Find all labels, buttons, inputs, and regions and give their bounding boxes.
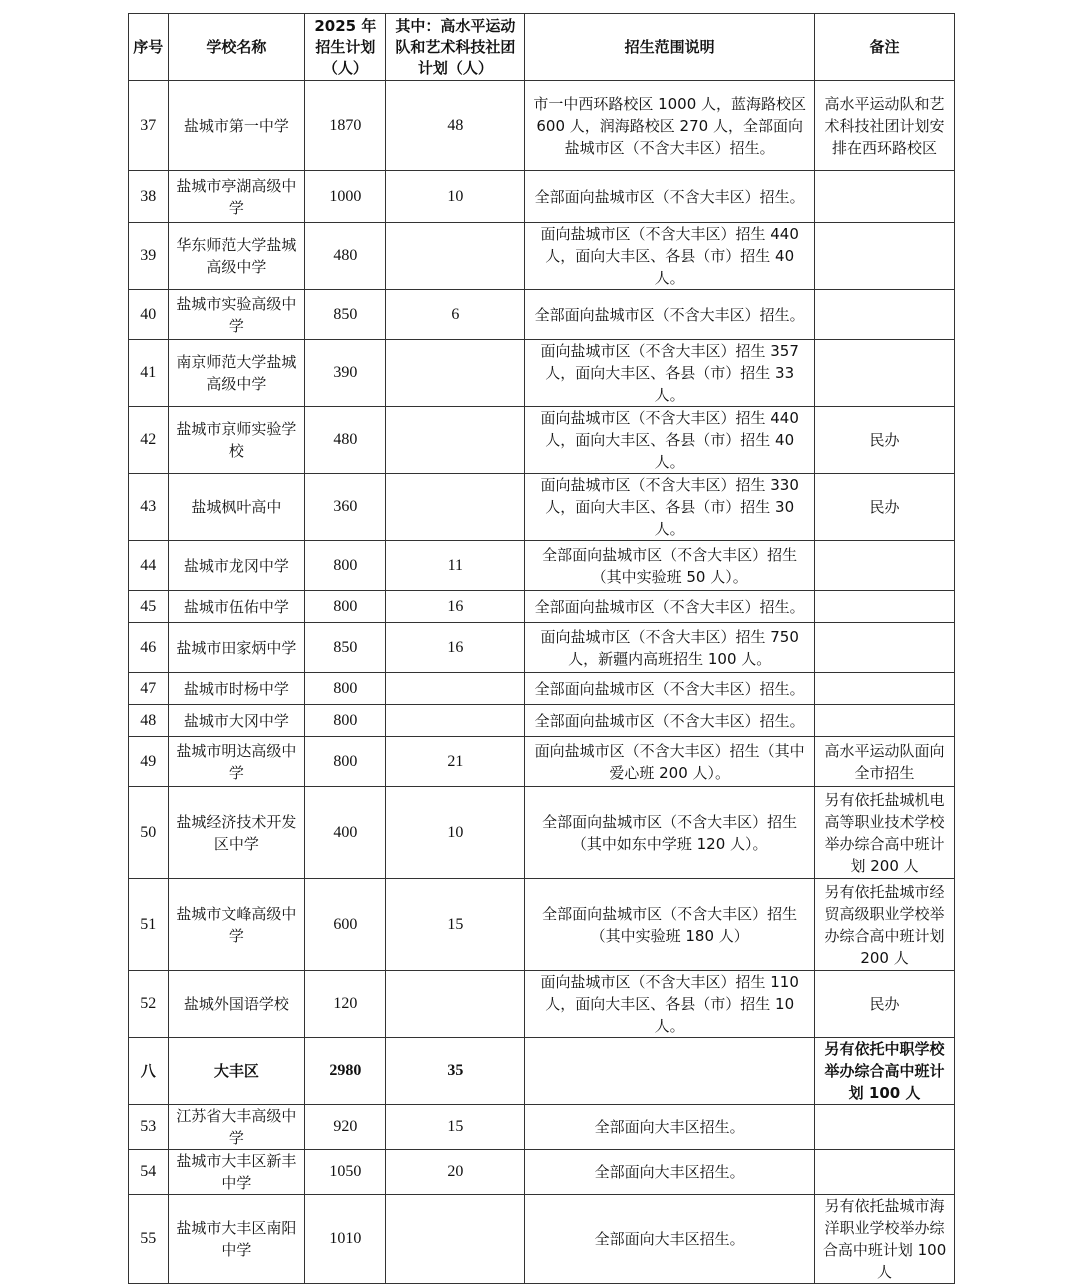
district-subtotal-row (129, 1038, 955, 1105)
cell-remarks (815, 591, 955, 623)
cell-sports-arts-plan: 16 (386, 623, 525, 673)
cell-enrollment-scope: 全部面向盐城市区（不含大丰区）招生。 (525, 290, 815, 340)
cell-enrollment-scope: 市一中西环路校区 1000 人，蓝海路校区 600 人，润海路校区 270 人，全部面向盐城市区（不含大丰区）招生。 (525, 81, 815, 171)
cell-remarks: 另有依托中职学校举办综合高中班计划 100 人 (815, 1038, 955, 1105)
cell-enrollment-plan: 1050 (305, 1150, 386, 1195)
cell-enrollment-scope: 全部面向盐城市区（不含大丰区）招生（其中实验班 180 人） (525, 879, 815, 971)
cell-seq: 53 (129, 1105, 169, 1150)
cell-enrollment-plan: 480 (305, 407, 386, 474)
cell-school-name: 盐城枫叶高中 (168, 474, 305, 541)
cell-enrollment-scope: 面向盐城市区（不含大丰区）招生 440 人，面向大丰区、各县（市）招生 40 人。 (525, 223, 815, 290)
table-row (129, 407, 955, 474)
cell-seq: 41 (129, 340, 169, 407)
cell-school-name: 江苏省大丰高级中学 (168, 1105, 305, 1150)
cell-enrollment-plan: 390 (305, 340, 386, 407)
table-row (129, 223, 955, 290)
cell-school-name: 盐城市大冈中学 (168, 705, 305, 737)
table-row (129, 737, 955, 787)
cell-seq: 51 (129, 879, 169, 971)
cell-enrollment-scope (525, 1038, 815, 1105)
cell-remarks: 另有依托盐城机电高等职业技术学校举办综合高中班计划 200 人 (815, 787, 955, 879)
cell-enrollment-scope: 面向盐城市区（不含大丰区）招生（其中爱心班 200 人）。 (525, 737, 815, 787)
cell-sports-arts-plan: 20 (386, 1150, 525, 1195)
cell-seq: 49 (129, 737, 169, 787)
cell-seq: 42 (129, 407, 169, 474)
cell-enrollment-scope: 面向盐城市区（不含大丰区）招生 110 人，面向大丰区、各县（市）招生 10 人。 (525, 971, 815, 1038)
header-sports-arts-plan: 其中：高水平运动队和艺术科技社团计划（人） (386, 14, 525, 81)
cell-sports-arts-plan (386, 705, 525, 737)
cell-enrollment-plan: 1870 (305, 81, 386, 171)
cell-enrollment-plan: 2980 (305, 1038, 386, 1105)
cell-seq: 54 (129, 1150, 169, 1195)
cell-school-name: 盐城市明达高级中学 (168, 737, 305, 787)
cell-enrollment-scope: 全部面向大丰区招生。 (525, 1195, 815, 1284)
cell-enrollment-scope: 全部面向盐城市区（不含大丰区）招生。 (525, 673, 815, 705)
cell-school-name: 盐城市文峰高级中学 (168, 879, 305, 971)
cell-sports-arts-plan (386, 474, 525, 541)
cell-remarks (815, 223, 955, 290)
cell-seq: 50 (129, 787, 169, 879)
cell-school-name: 盐城市大丰区南阳中学 (168, 1195, 305, 1284)
table-row (129, 1105, 955, 1150)
table-row (129, 81, 955, 171)
cell-enrollment-scope: 全部面向盐城市区（不含大丰区）招生。 (525, 171, 815, 223)
cell-seq: 45 (129, 591, 169, 623)
cell-seq: 40 (129, 290, 169, 340)
cell-enrollment-scope: 全部面向大丰区招生。 (525, 1105, 815, 1150)
cell-school-name: 盐城市田家炳中学 (168, 623, 305, 673)
cell-enrollment-scope: 全部面向盐城市区（不含大丰区）招生（其中实验班 50 人）。 (525, 541, 815, 591)
cell-seq: 55 (129, 1195, 169, 1284)
cell-school-name: 盐城市实验高级中学 (168, 290, 305, 340)
cell-remarks: 高水平运动队面向全市招生 (815, 737, 955, 787)
cell-enrollment-plan: 360 (305, 474, 386, 541)
cell-enrollment-scope: 全部面向大丰区招生。 (525, 1150, 815, 1195)
cell-school-name: 盐城市伍佑中学 (168, 591, 305, 623)
cell-seq: 43 (129, 474, 169, 541)
cell-sports-arts-plan: 15 (386, 879, 525, 971)
table-row (129, 623, 955, 673)
cell-enrollment-plan: 1000 (305, 171, 386, 223)
cell-enrollment-plan: 800 (305, 705, 386, 737)
cell-seq: 38 (129, 171, 169, 223)
cell-remarks: 高水平运动队和艺术科技社团计划安排在西环路校区 (815, 81, 955, 171)
table-row (129, 290, 955, 340)
cell-school-name: 盐城市龙冈中学 (168, 541, 305, 591)
cell-seq: 37 (129, 81, 169, 171)
cell-enrollment-plan: 480 (305, 223, 386, 290)
cell-remarks (815, 171, 955, 223)
cell-seq: 八 (129, 1038, 169, 1105)
cell-remarks (815, 673, 955, 705)
cell-sports-arts-plan (386, 673, 525, 705)
cell-remarks: 民办 (815, 971, 955, 1038)
cell-school-name: 华东师范大学盐城高级中学 (168, 223, 305, 290)
cell-school-name: 盐城市亭湖高级中学 (168, 171, 305, 223)
enrollment-plan-table (128, 13, 955, 1284)
table-row (129, 787, 955, 879)
cell-sports-arts-plan (386, 223, 525, 290)
cell-remarks: 民办 (815, 407, 955, 474)
cell-seq: 44 (129, 541, 169, 591)
cell-seq: 52 (129, 971, 169, 1038)
cell-enrollment-plan: 920 (305, 1105, 386, 1150)
cell-school-name: 南京师范大学盐城高级中学 (168, 340, 305, 407)
cell-sports-arts-plan: 21 (386, 737, 525, 787)
cell-sports-arts-plan: 48 (386, 81, 525, 171)
cell-enrollment-scope: 全部面向盐城市区（不含大丰区）招生（其中如东中学班 120 人）。 (525, 787, 815, 879)
cell-remarks (815, 705, 955, 737)
cell-school-name: 盐城市时杨中学 (168, 673, 305, 705)
cell-enrollment-plan: 800 (305, 737, 386, 787)
table-row (129, 541, 955, 591)
cell-remarks (815, 290, 955, 340)
cell-remarks (815, 1105, 955, 1150)
cell-school-name: 盐城外国语学校 (168, 971, 305, 1038)
cell-sports-arts-plan (386, 340, 525, 407)
cell-enrollment-plan: 800 (305, 591, 386, 623)
cell-enrollment-scope: 面向盐城市区（不含大丰区）招生 750 人，新疆内高班招生 100 人。 (525, 623, 815, 673)
table-row (129, 591, 955, 623)
header-school-name: 学校名称 (168, 14, 305, 81)
cell-enrollment-plan: 850 (305, 623, 386, 673)
cell-school-name: 盐城市大丰区新丰中学 (168, 1150, 305, 1195)
cell-remarks (815, 541, 955, 591)
cell-enrollment-scope: 面向盐城市区（不含大丰区）招生 330 人，面向大丰区、各县（市）招生 30 人。 (525, 474, 815, 541)
cell-remarks (815, 340, 955, 407)
cell-enrollment-scope: 面向盐城市区（不含大丰区）招生 440 人，面向大丰区、各县（市）招生 40 人。 (525, 407, 815, 474)
table-body (129, 81, 955, 1284)
cell-sports-arts-plan (386, 407, 525, 474)
header-enrollment-plan: 2025 年招生计划（人） (305, 14, 386, 81)
cell-enrollment-plan: 1010 (305, 1195, 386, 1284)
cell-remarks: 民办 (815, 474, 955, 541)
cell-enrollment-plan: 120 (305, 971, 386, 1038)
cell-sports-arts-plan: 11 (386, 541, 525, 591)
table-row (129, 1195, 955, 1284)
cell-school-name: 盐城市第一中学 (168, 81, 305, 171)
cell-enrollment-scope: 全部面向盐城市区（不含大丰区）招生。 (525, 591, 815, 623)
cell-enrollment-plan: 600 (305, 879, 386, 971)
table-row (129, 705, 955, 737)
cell-enrollment-plan: 400 (305, 787, 386, 879)
cell-sports-arts-plan (386, 971, 525, 1038)
table-row (129, 971, 955, 1038)
header-seq: 序号 (129, 14, 169, 81)
header-enrollment-scope: 招生范围说明 (525, 14, 815, 81)
cell-seq: 47 (129, 673, 169, 705)
cell-enrollment-plan: 800 (305, 673, 386, 705)
cell-remarks (815, 623, 955, 673)
cell-remarks: 另有依托盐城市经贸高级职业学校举办综合高中班计划 200 人 (815, 879, 955, 971)
cell-seq: 48 (129, 705, 169, 737)
header-remarks: 备注 (815, 14, 955, 81)
cell-enrollment-scope: 面向盐城市区（不含大丰区）招生 357 人，面向大丰区、各县（市）招生 33 人。 (525, 340, 815, 407)
cell-school-name: 盐城市京师实验学校 (168, 407, 305, 474)
cell-remarks (815, 1150, 955, 1195)
cell-school-name: 大丰区 (168, 1038, 305, 1105)
cell-sports-arts-plan: 15 (386, 1105, 525, 1150)
cell-remarks: 另有依托盐城市海洋职业学校举办综合高中班计划 100 人 (815, 1195, 955, 1284)
cell-sports-arts-plan (386, 1195, 525, 1284)
table-row (129, 673, 955, 705)
table-row (129, 879, 955, 971)
cell-school-name: 盐城经济技术开发区中学 (168, 787, 305, 879)
cell-sports-arts-plan: 6 (386, 290, 525, 340)
header-row (129, 14, 955, 81)
cell-sports-arts-plan: 35 (386, 1038, 525, 1105)
cell-seq: 39 (129, 223, 169, 290)
cell-enrollment-plan: 800 (305, 541, 386, 591)
cell-sports-arts-plan: 10 (386, 787, 525, 879)
table-row (129, 171, 955, 223)
cell-enrollment-scope: 全部面向盐城市区（不含大丰区）招生。 (525, 705, 815, 737)
cell-enrollment-plan: 850 (305, 290, 386, 340)
table-row (129, 1150, 955, 1195)
cell-sports-arts-plan: 10 (386, 171, 525, 223)
cell-seq: 46 (129, 623, 169, 673)
table-row (129, 340, 955, 407)
cell-sports-arts-plan: 16 (386, 591, 525, 623)
table-row (129, 474, 955, 541)
